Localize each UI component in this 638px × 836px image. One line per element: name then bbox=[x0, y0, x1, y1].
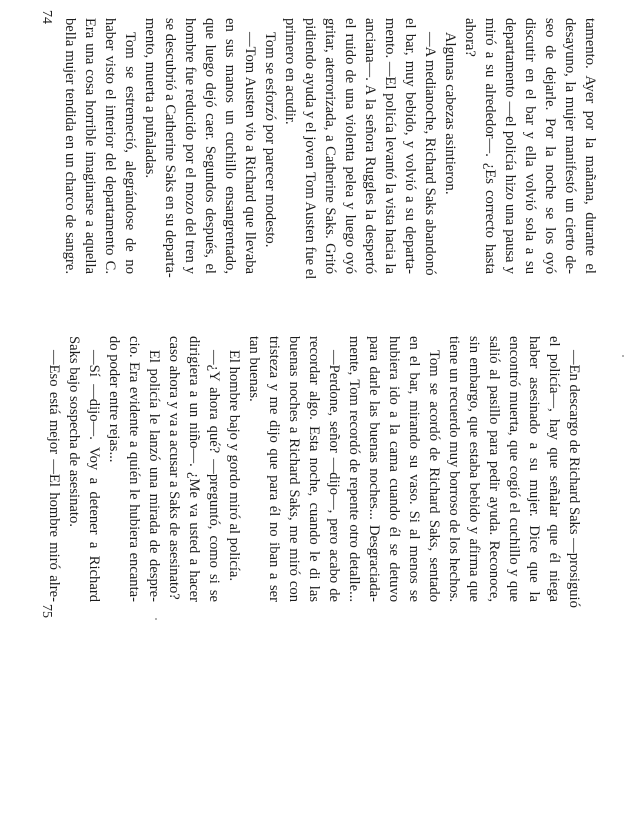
text-line: El hombre bajo y gordo miró al policía. bbox=[226, 350, 242, 582]
text-line: se descubrió a Catherine Saks en su departa- bbox=[162, 18, 178, 278]
text-line: recordar algo. Esta noche, cuando le di las bbox=[306, 336, 322, 602]
text-line: el policía—, hay que señalar que él niega bbox=[546, 336, 562, 602]
text-line: caso ahora y va a acusar a Saks de asesinato? bbox=[166, 336, 182, 600]
text-line: departamento —el policía hizo una pausa y bbox=[502, 18, 518, 274]
text-line: do poder entre rejas... bbox=[106, 336, 122, 463]
text-line: mente, Tom recordó de repente otro detalle... bbox=[346, 336, 362, 602]
text-line: cio. Era evidente a quién le hubiera encanta- bbox=[126, 336, 142, 602]
text-line: pidiendo ayuda y el joven Tom Austen fue el bbox=[302, 18, 318, 280]
text-line: tristeza y me dijo que para él no iban a ser bbox=[266, 336, 282, 602]
text-line: seo de dejarle. Por la noche se los oyó bbox=[542, 18, 558, 274]
text-line: ahora? bbox=[462, 18, 478, 57]
page-number-74: 74 bbox=[39, 10, 54, 24]
text-line: —En descargo de Richard Saks —prosiguió bbox=[566, 350, 582, 608]
text-line: dirigiera a un niño—. ¿Me va usted a hacer bbox=[186, 336, 202, 602]
text-line: mento, muerta a puñaladas. bbox=[142, 18, 158, 179]
text-line: —¿Y ahora qué? —preguntó, como si se bbox=[206, 350, 222, 602]
text-line: —Perdone, señor —dijo—, pero acabo de bbox=[326, 350, 342, 602]
text-line: hombre fue reducido por el mozo del tren y bbox=[182, 18, 198, 274]
text-line: Tom se esforzó por parecer modesto. bbox=[262, 32, 278, 248]
text-line: que luego dejó caer. Segundos después, el bbox=[202, 18, 218, 274]
text-line: en sus manos un cuchillo ensangrentado, bbox=[222, 18, 238, 274]
text-line: Era una cosa horrible imaginarse a aquella bbox=[82, 18, 98, 274]
text-line: Algunas cabezas asintieron. bbox=[442, 32, 458, 195]
page-number-75: 75 bbox=[39, 604, 54, 618]
text-line: en el bar, mirando su vaso. Si al menos se bbox=[406, 336, 422, 602]
text-line: miró a su alrededor—. ¿Es correcto hasta bbox=[482, 18, 498, 274]
text-line: anciana—. A la señora Ruggles la despertó bbox=[362, 18, 378, 274]
text-line: salió al pasillo para pedir ayuda. Reconoce, bbox=[486, 336, 502, 602]
text-line: haber asesinado a su mujer. Dice que la bbox=[526, 336, 542, 602]
text-line: mento. —El policía levantó la vista hacia la bbox=[382, 18, 398, 274]
text-line: encontró muerta, que cogió el cuchillo y que bbox=[506, 336, 522, 602]
text-line: tan buenas. bbox=[246, 336, 262, 402]
text-line: desayuno, la mujer manifestó un cierto de- bbox=[562, 18, 578, 274]
text-line: buenas noches a Richard Saks, me miró con bbox=[286, 336, 302, 602]
text-line: —Sí —dijo—. Voy a detener a Richard bbox=[86, 350, 102, 602]
text-line: tamento. Ayer por la mañana, durante el bbox=[582, 18, 598, 274]
text-line: —A medianoche, Richard Saks abandonó bbox=[422, 32, 438, 276]
text-line: para darle las buenas noches... Desgraciada- bbox=[366, 336, 382, 602]
text-line: el ruido de una violenta pelea y luego oyó bbox=[342, 18, 358, 274]
text-line: —Tom Austen vio a Richard que llevaba bbox=[242, 32, 258, 274]
text-line: tiene un recuerdo muy borroso de los hechos. bbox=[446, 336, 462, 602]
text-line: —Eso está mejor —El hombre miró alre- bbox=[46, 350, 62, 602]
text-line: bella mujer tendida en un charco de sangre. bbox=[62, 18, 78, 274]
text-line: hubiera ido a la cama cuando él se detuvo bbox=[386, 336, 402, 602]
text-line: gritar, aterrorizada, a Catherine Saks. Gritó bbox=[322, 18, 338, 274]
text-line: El policía le lanzó una mirada de despre- bbox=[146, 350, 162, 602]
text-line: discutir en el bar y ella volvió sola a su bbox=[522, 18, 538, 274]
scan-speck bbox=[155, 618, 157, 620]
text-line: sin embargo, que estaba bebido y afirma que bbox=[466, 336, 482, 602]
text-line: haber visto el interior del departamento C. bbox=[102, 18, 118, 274]
text-line: el bar, muy bebido, y volvió a su departa- bbox=[402, 18, 418, 274]
text-line: primero en acudir. bbox=[282, 18, 298, 125]
page-75-text bbox=[44, 336, 584, 608]
text-line: Tom se acordó de Richard Saks, sentado bbox=[426, 350, 442, 602]
page-74-text bbox=[60, 18, 600, 280]
text-line: Saks bajo sospecha de asesinato. bbox=[66, 336, 82, 527]
scan-speck bbox=[622, 355, 624, 357]
text-line: Tom se estremeció, alegrándose de no bbox=[122, 32, 138, 274]
